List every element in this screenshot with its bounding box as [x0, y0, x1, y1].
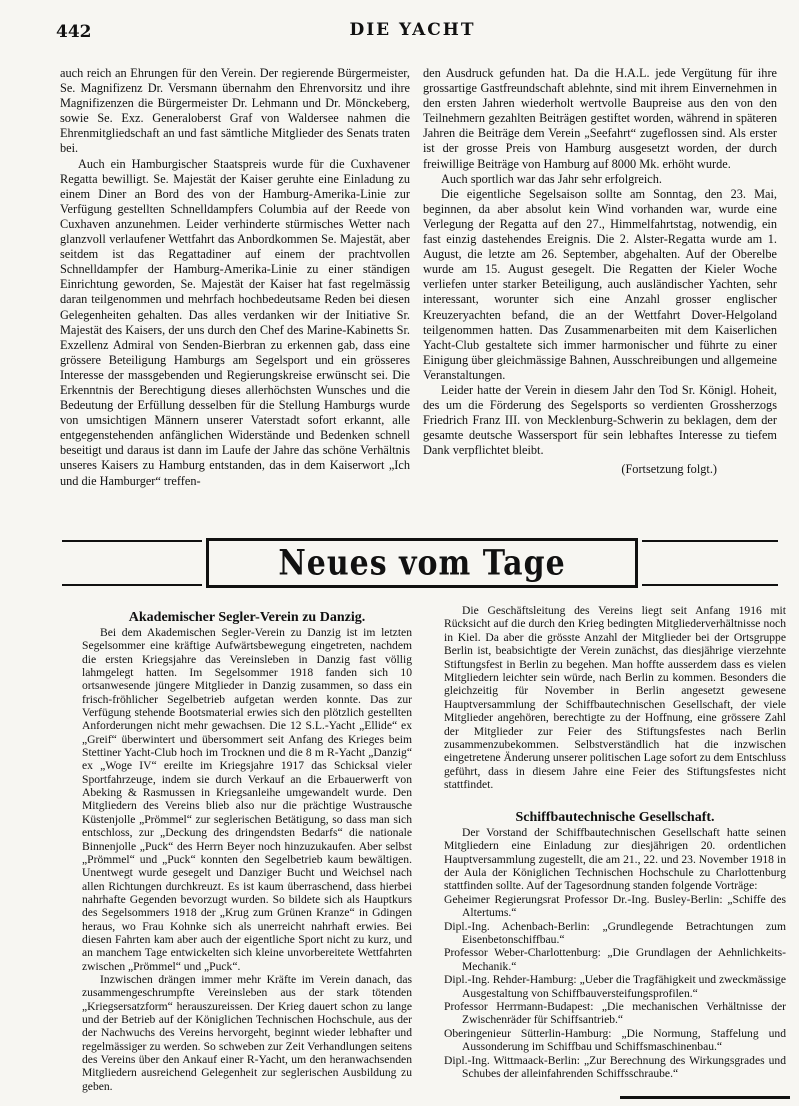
spacer [444, 792, 786, 810]
page-header [56, 20, 769, 44]
paragraph: Auch sportlich war das Jahr sehr erfolgreich. [441, 171, 662, 186]
lecture-entry: Dipl.-Ing. Achenbach-Berlin: „Grundlegende Betrachtungen zum Eisenbetonschiffbau.“ [444, 919, 786, 946]
lecture-entry: Dipl.-Ing. Rehder-Hamburg: „Ueber die Tragfähigkeit und zweckmässige Ausgestaltung von Schiffbauversteifungsprofilen.“ [444, 973, 786, 1000]
lecture-entry: Dipl.-Ing. Wittmaack-Berlin: „Zur Berechnung des Wirkungsgrades und Schubes der alleinfahrenden Schiffsschraube.“ [444, 1053, 786, 1080]
paragraph: Leider hatte der Verein in diesem Jahr den Tod Sr. Königl. Hoheit, des um die Förderung des Segelsports so verdienten Grossherzogs Friedrich Franz III. von Mecklenburg-Schwerin zu beklagen, dem der gesamte deutsche Wassersport für sein lebhaftes Interesse zu tiefem Dank verpflichtet bleibt. [423, 382, 777, 458]
lecture-entry: Geheimer Regierungsrat Professor Dr.-Ing. Busley-Berlin: „Schiffe des Altertums.“ [444, 892, 786, 920]
paragraph: Bei dem Akademischen Segler-Verein zu Danzig ist im letzten Segelsommer eine kräftige Aufwärtsbewegung eingetreten, nachdem die ersten Kriegsjahre das Vereinsleben in Danzig fast völlig lahmgelegt hatten. Im Segelsommer 1918 fanden sich 10 ortsanwesende jüngere Mitglieder in Danzig zusammen, so dass ein frisch-fröhlicher Segelbetrieb aufgetan werden konnte. Das zur Verfügung stehende Bootsmaterial erwies sich den plötzlich gestellten Anforderungen nicht mehr gewachsen. Die 12 S.L.-Yacht „Ellide“ ex „Greif“ überwintert und übersommert seit Anfang des Krieges beim Stettiner Yacht-Club hoch im Trocknen und die 8 m R-Yacht „Danzig“ ex „Woge IV“ ereilte im Kriegsjahre 1917 das Schicksal vieler Sportfahrzeuge, indem sie durch Verkauf an die Erbauerwerft von Abeking & Rasmussen in Kriegsanleihe umgewandelt wurde. Den Mitgliedern des Vereins blieb also nur die prächtige Wustrausche Küstenjolle „Prömmel“ zur seglerischen Betätigung, so dass man sich entschloss, zur „Deckung des dringendsten Bedarfs“ die nationale Binnenjolle „Puck“ des Herrn Beyer noch hinzuzukaufen. Aber selbst „Prömmel“ und „Puck“ konnten den Segelbetrieb kaum bewältigen. Unentwegt wurde gesegelt und Danziger Bucht und Weichsel nach allen Richtungen durchkreuzt. Es ist kaum überraschend, dass hierbei nahrhafte Gegenden bevorzugt wurden. So bildete sich als Hauptkurs des Segelsommers 1918 der „Krug zum Grünen Kranze“ in Gdingen heraus, wo Frau Kohnke sich als unerreicht nahrhaft erwies. Bei diesen Fahrten kam aber auch der eigentliche Sport nicht zu kurz, und an manchem Tage entwickelten sich kleine unvorbereitete Wettfahrten zwischen „Prömmel“ und „Puck“. [82, 626, 412, 973]
paragraph: auch reich an Ehrungen für den Verein. Der regierende Bürgermeister, Se. Magnifizenz Dr. Versmann übernahm den Ehrenvorsitz und ihre Magnifizenzen die Bürgermeister Dr. Lehmann und Dr. Mönckeberg, sowie Se. Exz. Generaloberst Graf von Waldersee nahmen die Ehrenmitgliedschaft an und fast sämtliche Mitglieder des Senats traten bei. [60, 66, 410, 156]
top-left-column [60, 66, 410, 489]
section-heading: Schiffbautechnische Gesellschaft. [515, 809, 715, 825]
paragraph: Die Geschäftsleitung des Vereins liegt seit Anfang 1916 mit Rücksicht auf die durch den Krieg bedingten Mitgliederverhältnisse noch in Kiel. Da aber die grösste Anzahl der Mitglieder bei der Ortsgruppe Berlin ist, beabsichtigte der Verein zunächst, das diesjährige vierzehnte Stiftungsfest in Berlin zu begehen. Man hoffte ausserdem dass es vielen Mitgliedern leichter sein würde, nach Berlin zu kommen. Besonders die gleichzeitig für November in Berlin angesetzt gewesene Hauptversammlung der Schiffbautechnischen Gesellschaft, der viele Mitglieder angehören, berechtigte zu der Hoffnung, eine grössere Zahl der Mitglieder zur Feier des Stiftungsfestes nach Berlin zusammenzubekommen. Selbstverständlich hat die inzwischen eingetretene Änderung unserer politischen Lage sofort zu dem Entschluss geführt, dass in diesem Jahre eine Feier des Stiftungsfestes nicht stattfindet. [444, 604, 786, 792]
section-banner [206, 538, 638, 588]
banner-rule-right [642, 540, 778, 586]
section-heading: Akademischer Segler-Verein zu Danzig. [128, 610, 366, 625]
paragraph: Der Vorstand der Schiffbautechnischen Gesellschaft hatte seinen Mitgliedern eine Einladung zur diesjährigen 20. ordentlichen Hauptversammlung zugestellt, die am 21., 22. und 23. November 1918 in der Aula der Königlichen Technischen Hochschule zu Charlottenburg stattfinden sollte. Auf der Tagesordnung standen folgende Vorträge: [444, 825, 786, 893]
page-number: 442 [56, 22, 92, 42]
paragraph: Auch ein Hamburgischer Staatspreis wurde für die Cuxhavener Regatta bewilligt. Se. Majestät der Kaiser geruhte eine Einladung zu einem Diner an Bord des von der Hamburg-Amerika-Linie zur Verfügung gestellten Schnelldampfers Columbia auf der Reede von Cuxhaven anzunehmen. Leider verhinderte stürmisches Wetter nach glanzvoll verlaufener Wettfahrt das Anbordkommen Se. Majestät, aber seitdem ist das Regattadiner auf einem der prachtvollen Schnelldampfer der Hamburg-Amerika-Linie zu einer ständigen Einrichtung geworden, Se. Majestät der Kaiser hat fast regelmässig daran teilgenommen und mehrfach hochbedeutsame Reden bei diesen Gelegenheiten gehalten. Das alles verdanken wir der Initiative Sr. Majestät des Kaisers, der uns durch den Chef des Marine-Kabinetts Sr. Exzellenz Admiral von Senden-Bierbran zu erkennen gab, dass eine grössere Beteiligung Hamburgs am Segelsport und ein grösseres Interesse der massgebenden und Regierungskreise erwünscht sei. Die Erkenntnis der Berechtigung dieses allerhöchsten Wunsches und die Bedeutung der Erfüllung desselben für die Stellung Hamburgs wurde von umsichtigen Männern unserer Vaterstadt sofort erkannt, alle entgegenstehenden anfänglichen Widerstände und Bedenken schnell beseitigt und daraus ist dann im Laufe der Jahre das schöne Verhältnis unseres Kaisers zu Hamburg entstanden, das in dem Kaiserwort „Ich und die Hamburger“ treffen- [60, 156, 410, 488]
journal-title: DIE YACHT [349, 20, 476, 40]
lecture-entry: Professor Weber-Charlottenburg: „Die Grundlagen der Aehnlichkeits-Mechanik.“ [444, 946, 786, 973]
paragraph: den Ausdruck gefunden hat. Da die H.A.L. jede Vergütung für ihre grossartige Gastfreundschaft ablehnte, sind mit ihrem Einvernehmen in den ersten Jahren wiederholt wertvolle Baupreise aus den von den Teilnehmern gezahlten Beiträgen gestiftet worden, während in späteren Jahren die Beiträge dem Verein „Seefahrt“ zugeflossen sind. Als erster ist der grosse Preis von Hamburg ausgesetzt worden, der durch freiwillige Beiträge von Hamburg auf 8000 Mk. erhöht wurde. [423, 66, 777, 171]
banner-rule-left [62, 540, 202, 586]
lecture-entry: Professor Herrmann-Budapest: „Die mechanischen Verhältnisse der Zwischenräder für Schiffsantrieb.“ [444, 999, 786, 1027]
paragraph: Die eigentliche Segelsaison sollte am Sonntag, den 23. Mai, beginnen, da aber absolut kein Wind vorhanden war, wurde eine Verlegung der Regatta auf den 27., Himmelfahrtstag, notwendig, ein fast einzig dastehendes Ereignis. Die 2. Alster-Regatta wurde am 1. August, die letzte am 26. September, abgehalten. Auf der Oberelbe wurde am 15. August gesegelt. Die Regatten der Kieler Woche verliefen unter starker Beteiligung, auch ausländischer Yachten, sehr interessant, worunter sich eine Anzahl grosser englischer Kreuzeryachten befand, die an der Wettfahrt Dover-Helgoland teilgenommen hatten. Das Zusammenarbeiten mit dem Kaiserlichen Yacht-Club gestaltete sich immer harmonischer und führte zu einer Einigung über gleichmässige Bahnen, Ausschreibungen und allgemeine Veranstaltungen. [423, 186, 777, 382]
banner-title: Neues vom Tage [278, 542, 566, 584]
bottom-rule [620, 1096, 790, 1099]
paragraph: Inzwischen drängen immer mehr Kräfte im Verein danach, das zusammengeschrumpfte Vereinsleben aus der stark tötenden „Kriegsersatzform“ herauszureissen. Der Krieg dauert schon zu lange und der Betrieb auf der Königlichen Technischen Hochschule, aus der der Nachwuchs des Vereins hervorgeht, beginnt wieder lebhafter und regelmässiger zu werden. So schweben zur Zeit Verhandlungen seitens des Vereins über den Ankauf einer R-Yacht, um den heranwachsenden Mitgliedern ausreichend Gelegenheit zur seglerischen Ausbildung zu geben. [82, 972, 412, 1093]
lecture-entry: Oberingenieur Sütterlin-Hamburg: „Die Normung, Staffelung und Aussonderung im Schiffbau und Schiffsmaschinenbau.“ [444, 1026, 786, 1054]
continued-note: (Fortsetzung folgt.) [621, 462, 717, 477]
bottom-left-column [82, 610, 412, 1093]
bottom-right-column [444, 604, 786, 1080]
top-right-column [423, 66, 777, 478]
